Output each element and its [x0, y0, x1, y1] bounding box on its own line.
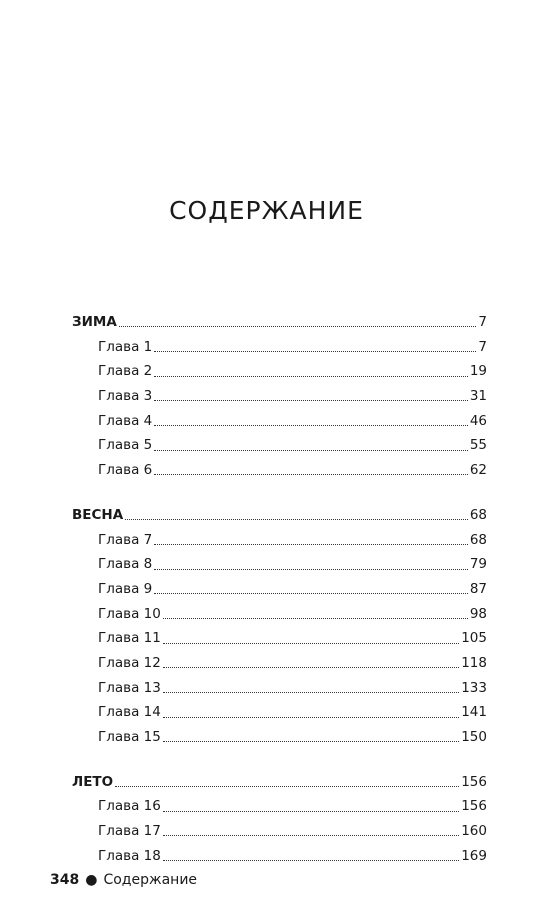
entry-label: Глава 15: [98, 729, 161, 745]
page-number: 156: [461, 773, 487, 790]
page-number: 169: [461, 847, 487, 864]
toc-entry[interactable]: [72, 458, 487, 483]
page-number: 62: [469, 462, 487, 479]
entry-label: Глава 18: [98, 847, 161, 864]
page-title: СОДЕРЖАНИЕ: [169, 196, 364, 225]
dot-leader: [154, 543, 468, 545]
toc-section-spring: [72, 503, 487, 750]
page-number: 160: [461, 823, 487, 840]
page-number: 150: [461, 729, 487, 745]
entry-label: Глава 13: [98, 679, 161, 696]
dot-leader: [154, 449, 468, 451]
bullet-icon: ●: [85, 872, 98, 888]
toc-entry[interactable]: [72, 626, 487, 651]
page-number: 87: [469, 580, 487, 597]
dot-leader: [154, 592, 468, 594]
entry-label: Глава 11: [98, 630, 161, 647]
entry-label: Глава 9: [98, 580, 153, 597]
entry-label: Глава 1: [98, 338, 153, 355]
dot-leader: [163, 642, 459, 644]
dot-leader: [154, 568, 468, 570]
entry-label: Глава 2: [98, 363, 153, 380]
toc-entry[interactable]: [72, 528, 487, 553]
dot-leader: [115, 785, 459, 787]
toc-entry[interactable]: [72, 384, 487, 409]
toc-entry[interactable]: [72, 602, 487, 627]
entry-label: Глава 12: [98, 654, 161, 671]
toc-entry[interactable]: [72, 651, 487, 676]
entry-label: Глава 10: [98, 605, 161, 622]
dot-leader: [163, 740, 459, 742]
page-number: 133: [461, 679, 487, 696]
dot-leader: [154, 375, 468, 377]
page-number: 118: [461, 654, 487, 671]
toc-entry[interactable]: [72, 359, 487, 384]
section-label: ЛЕТО: [72, 773, 114, 790]
toc-entry[interactable]: [72, 552, 487, 577]
page-number: 7: [478, 338, 487, 355]
section-label: ЗИМА: [72, 314, 117, 330]
toc-entry[interactable]: [72, 409, 487, 434]
page-footer: [50, 872, 197, 888]
toc-entry[interactable]: [72, 433, 487, 458]
dot-leader: [163, 666, 459, 668]
entry-label: Глава 4: [98, 412, 153, 429]
section-label: ВЕСНА: [72, 506, 124, 523]
dot-leader: [154, 473, 468, 475]
entry-label: Глава 6: [98, 462, 153, 479]
dot-leader: [154, 399, 468, 401]
dot-leader: [125, 518, 468, 520]
page-number: 68: [469, 531, 487, 548]
toc-entry[interactable]: [72, 577, 487, 602]
entry-label: Глава 16: [98, 798, 161, 815]
toc-entry[interactable]: [72, 335, 487, 360]
page-number: 19: [469, 363, 487, 380]
dot-leader: [154, 350, 476, 352]
page-number: 141: [461, 704, 487, 721]
toc-section-summer: [72, 770, 487, 869]
toc-entry[interactable]: [72, 700, 487, 725]
entry-label: Глава 3: [98, 388, 153, 405]
toc-entry[interactable]: [72, 794, 487, 819]
dot-leader: [119, 325, 477, 327]
page-number: 98: [469, 605, 487, 622]
toc-entry[interactable]: [72, 676, 487, 701]
page-number: 105: [461, 630, 487, 647]
page-number: 7: [478, 314, 487, 330]
dot-leader: [163, 834, 459, 836]
entry-label: Глава 14: [98, 704, 161, 721]
entry-label: Глава 7: [98, 531, 153, 548]
toc-section-heading[interactable]: [72, 503, 487, 528]
dot-leader: [163, 859, 459, 861]
dot-leader: [163, 810, 459, 812]
entry-label: Глава 17: [98, 823, 161, 840]
footer-page-number: 348: [50, 872, 80, 888]
toc-entry[interactable]: [72, 844, 487, 869]
page-number: 68: [469, 506, 487, 523]
page-number: 156: [461, 798, 487, 815]
page-number: 31: [469, 388, 487, 405]
entry-label: Глава 8: [98, 556, 153, 573]
footer-running-title: Содержание: [103, 872, 198, 888]
toc-section-heading[interactable]: [72, 310, 487, 335]
table-of-contents: [72, 310, 487, 888]
dot-leader: [163, 716, 459, 718]
toc-entry[interactable]: [72, 725, 487, 750]
page-number: 79: [469, 556, 487, 573]
toc-section-winter: [72, 310, 487, 483]
page-number: 55: [469, 437, 487, 454]
dot-leader: [154, 424, 468, 426]
entry-label: Глава 5: [98, 437, 153, 454]
toc-entry[interactable]: [72, 819, 487, 844]
dot-leader: [163, 617, 468, 619]
toc-section-heading[interactable]: [72, 770, 487, 795]
dot-leader: [163, 691, 459, 693]
page-number: 46: [469, 412, 487, 429]
